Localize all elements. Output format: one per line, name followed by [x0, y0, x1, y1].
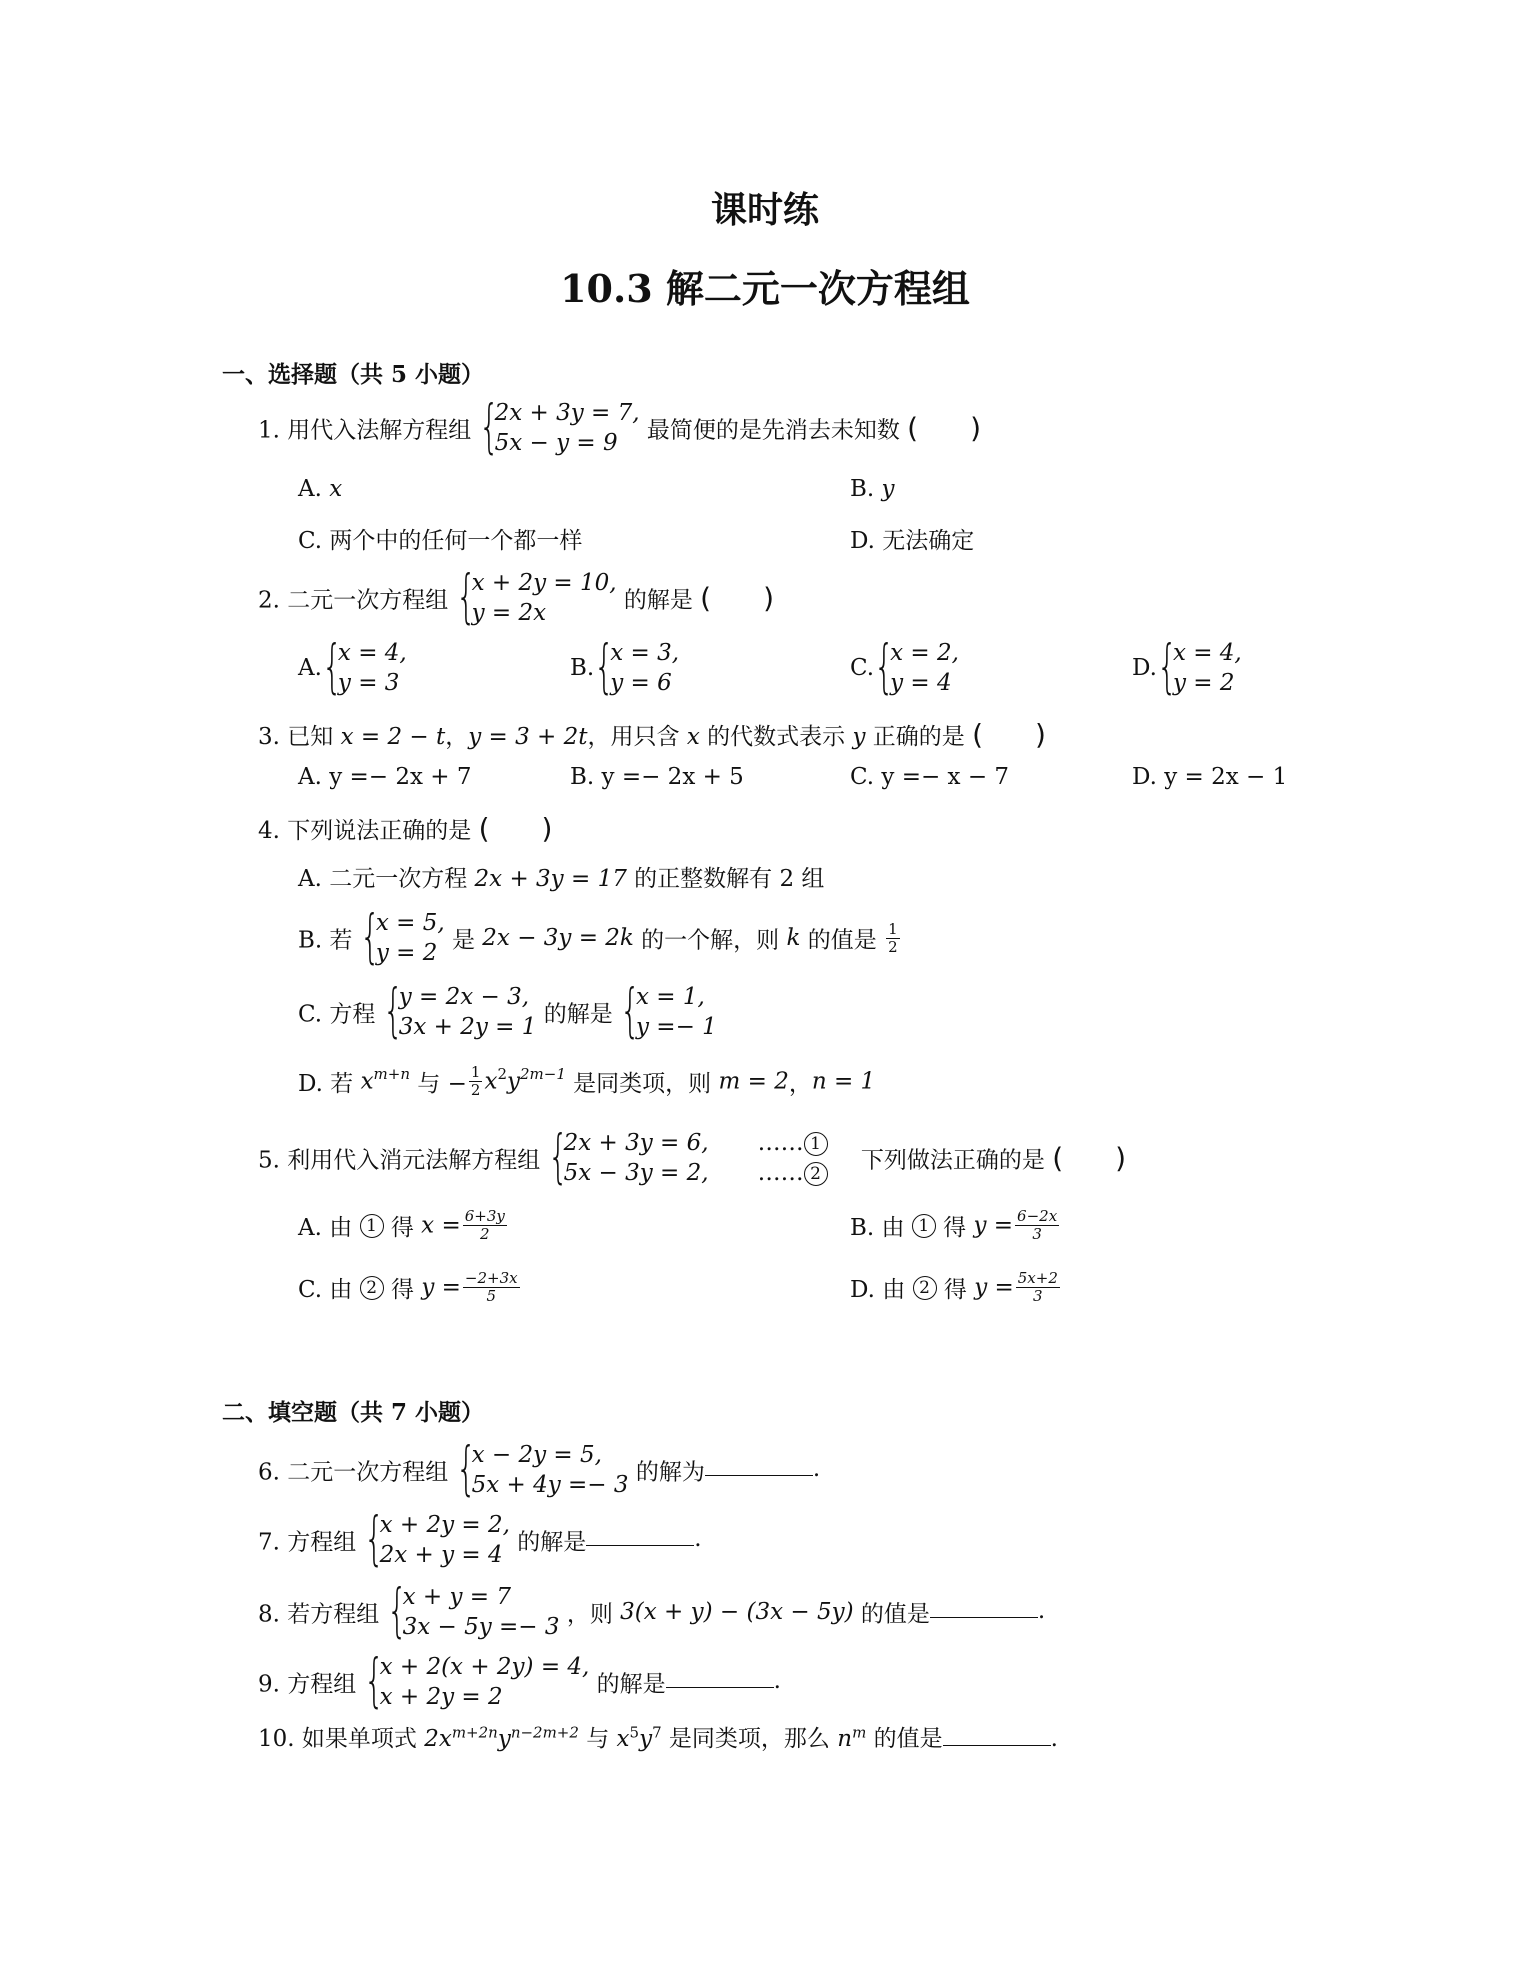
q3-option-b: B. y =− 2x + 5	[570, 764, 744, 790]
question-5: 5. 利用代入消元法解方程组 { 2x + 3y = 6, …… 1 5x − 3y = 2, …… 2 下列做法正确的是 ( )	[258, 1122, 1127, 1190]
q4-option-d: D. 若 $x^{m+n}$ 与 − $\frac{1}{2}$ $x^2y^{2m-1}$ 是同类项，则 m = 2，n = 1	[298, 1063, 876, 1099]
q1-answer-paren-close: )	[970, 411, 982, 445]
q10-answer-blank[interactable]	[943, 1725, 1051, 1746]
question-1	[258, 392, 982, 460]
q1-eq1: 2x + 3y = 7,	[494, 400, 640, 426]
page-subtitle: 10.3 解二元一次方程组	[560, 266, 970, 311]
q2-option-c: C. { x = 2, y = 4	[850, 632, 959, 700]
page-title: 课时练	[710, 189, 819, 231]
section-heading-fill: 二、填空题（共 7 小题）	[222, 1399, 485, 1426]
q1-option-b: B. y	[850, 476, 895, 502]
q4-option-b: B. 若 { x = 5, y = 2 是 2x − 3y = 2k 的一个解，则 k 的值是 $\frac{1}{2}$	[298, 902, 898, 970]
question-2: 2. 二元一次方程组 { x + 2y = 10, y = 2x 的解是 ( )	[258, 562, 775, 630]
question-10: 10. 如果单项式 $2x^{m+2n}y^{n-2m+2}$ 与 $x^5y^7$ 是同类项，那么 $n^m$ 的值是 .	[258, 1723, 1058, 1752]
q5-option-a: A. 由 1 得 x = $\frac{6+3y}{2}$	[298, 1207, 505, 1243]
section-heading-choice: 一、选择题（共 5 小题）	[222, 361, 485, 388]
q8-answer-blank[interactable]	[930, 1597, 1038, 1618]
q1-option-c: C. 两个中的任何一个都一样	[298, 528, 583, 554]
q1-option-a: A. x	[298, 476, 343, 502]
q9-answer-blank[interactable]	[666, 1667, 774, 1688]
q4-option-c: C. 方程 { y = 2x − 3, 3x + 2y = 1 的解是 { x = 1, y =− 1	[298, 976, 717, 1044]
q2-option-d: D. { x = 4, y = 2	[1132, 632, 1242, 700]
q5-option-c: C. 由 2 得 y = $\frac{-2+3x}{5}$	[298, 1269, 518, 1305]
q5-option-b: B. 由 1 得 y = $\frac{6-2x}{3}$	[850, 1207, 1058, 1243]
q3-option-c: C. y =− x − 7	[850, 764, 1010, 790]
q1-suffix: 最简便的是先消去未知数	[646, 417, 900, 444]
q6-answer-blank[interactable]	[705, 1455, 813, 1476]
q2-option-b: B. { x = 3, y = 6	[570, 632, 680, 700]
q1-answer-paren-open: (	[907, 411, 919, 445]
q4-option-a: A. 二元一次方程 2x + 3y = 17 的正整数解有 2 组	[298, 866, 825, 892]
q2-option-a: A. { x = 4, y = 3	[298, 632, 407, 700]
q1-eq2: 5x − y = 9	[494, 430, 618, 456]
q1-prefix: 1. 用代入法解方程组	[258, 417, 472, 444]
question-9: 9. 方程组 { x + 2(x + 2y) = 4, x + 2y = 2 的解是 .	[258, 1646, 781, 1714]
q3-option-a: A. y =− 2x + 7	[298, 764, 472, 790]
q5-option-d: D. 由 2 得 y = $\frac{5x+2}{3}$	[850, 1269, 1058, 1305]
q1-system: { 2x + 3y = 7, 5x − y = 9	[478, 392, 640, 460]
q1-option-d: D. 无法确定	[850, 528, 975, 554]
question-6: 6. 二元一次方程组 { x − 2y = 5, 5x + 4y =− 3 的解为 .	[258, 1434, 821, 1502]
question-8: 8. 若方程组 { x + y = 7 3x − 5y =− 3 ，则 3(x + y) − (3x − 5y) 的值是 .	[258, 1576, 1046, 1644]
question-3: 3. 已知 x = 2 − t，y = 3 + 2t，用只含 x 的代数式表示 y 正确的是 ( )	[258, 718, 1046, 751]
q3-option-d: D. y = 2x − 1	[1132, 764, 1288, 790]
question-7: 7. 方程组 { x + 2y = 2, 2x + y = 4 的解是 .	[258, 1504, 702, 1572]
q7-answer-blank[interactable]	[586, 1525, 694, 1546]
question-4: 4. 下列说法正确的是 ( )	[258, 812, 553, 845]
q2-system: { x + 2y = 10, y = 2x	[455, 562, 617, 630]
